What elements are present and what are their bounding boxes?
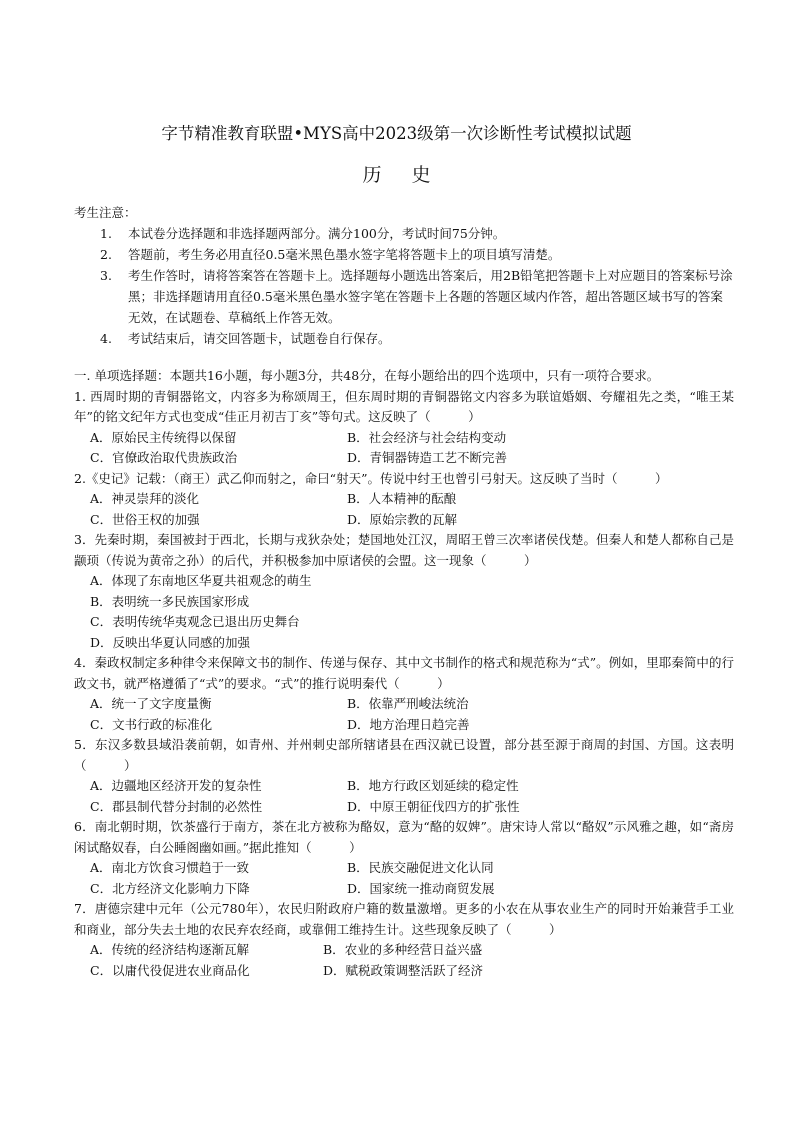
- notice-item-text: 答题前，考生务必用直径0.5毫米黑色墨水签字笔将答题卡上的项目填写清楚。: [128, 247, 561, 262]
- question-stem: 5．东汉多数县域沿袭前朝，如青州、并州刺史部所辖诸县在西汉就已设置，部分甚至源于商周的封国、方国。这表明（ ）: [74, 737, 734, 773]
- notice-item-text: 考生作答时，请将答案答在答题卡上。选择题每小题选出答案后，用2B铅笔把答题卡上对应题目的答案标号涂黑；非选择题请用直径0.5毫米黑色墨水签字笔在答题卡上各题的答题区域内作答，超出答题区域书写的答案无效，在试题卷、草稿纸上作答无效。: [128, 268, 733, 325]
- option-d: D．原始宗教的瓦解: [347, 511, 458, 527]
- notice-list: [74, 223, 734, 349]
- notice-item-number: 3.: [100, 268, 112, 283]
- notice-item-number: 2.: [100, 247, 112, 262]
- notice-heading: 考生注意：: [74, 205, 137, 220]
- option-d: D．青铜器铸造工艺不断完善: [347, 450, 508, 465]
- question-stem: 1. 西周时期的青铜器铭文，内容多为称颂周王，但东周时期的青铜器铭文内容多为联谊婚姻、夸耀祖先之类，“唯王某年”的铭文纪年方式也变成“佳正月初吉丁亥”等句式。这反映了（ ）: [74, 388, 734, 424]
- option-a: A．边疆地区经济开发的复杂性: [90, 778, 262, 793]
- option-a: A．神灵崇拜的淡化: [90, 491, 200, 506]
- notice-item-text: 考试结束后，请交回答题卡，试题卷自行保存。: [128, 331, 391, 346]
- question-options: [74, 776, 734, 817]
- option-a: A．统一了文字度量衡: [90, 696, 212, 711]
- question-options: [74, 428, 734, 469]
- option-a: A．体现了东南地区华夏共祖观念的萌生: [90, 573, 312, 588]
- notice-item-number: 1.: [100, 226, 112, 241]
- option-c: C．郡县制代替分封制的必然性: [90, 798, 263, 814]
- question-options: [74, 489, 734, 530]
- option-b: B．表明统一多民族国家形成: [90, 593, 250, 609]
- option-d: D．反映出华夏认同感的加强: [90, 634, 251, 650]
- question-3: [74, 530, 734, 653]
- option-c: C．表明传统华夷观念已退出历史舞台: [90, 614, 300, 629]
- option-b: B．依靠严刑峻法统治: [347, 696, 469, 711]
- notice-item: [100, 244, 734, 265]
- option-d: D．中原王朝征伐四方的扩张性: [347, 798, 520, 814]
- notice-item-text: 本试卷分选择题和非选择题两部分。满分100分，考试时间75分钟。: [128, 226, 506, 241]
- option-c: C．官僚政治取代贵族政治: [90, 450, 238, 465]
- option-b: B．民族交融促进文化认同: [347, 860, 494, 875]
- notice-item-number: 4.: [100, 331, 112, 346]
- option-d: D．赋税政策调整活跃了经济: [323, 962, 484, 978]
- option-b: B．农业的多种经营日益兴盛: [323, 942, 483, 957]
- question-4: [74, 653, 734, 735]
- question-stem: 4．秦政权制定多种律令来保障文书的制作、传递与保存、其中文书制作的格式和规范称为“式”。例如，里耶秦简中的行政文书，就严格遵循了“式”的要求。“式”的推行说明秦代（ ）: [74, 655, 734, 691]
- question-stem: 3．先秦时期，秦国被封于西北，长期与戎狄杂处；楚国地处江汉，周昭王曾三次率诸侯伐楚。但秦人和楚人都称自己是颛顼（传说为黄帝之孙）的后代，并积极参加中原诸侯的会盟。这一现象（ ）: [74, 532, 734, 568]
- subject-title: 历史: [362, 164, 461, 186]
- question-options: [74, 694, 734, 735]
- notice-item: [100, 328, 734, 349]
- option-c: C．北方经济文化影响力下降: [90, 880, 250, 896]
- question-2: [74, 469, 734, 531]
- option-b: B．人本精神的酝酿: [347, 491, 457, 506]
- question-1: [74, 387, 734, 469]
- notice-item: [100, 223, 734, 244]
- exam-title: 字节精准教育联盟•MYS高中2023级第一次诊断性考试模拟试题: [161, 124, 632, 143]
- section-heading: 一. 单项选择题：本题共16小题，每小题3分，共48分，在每小题给出的四个选项中，只有一项符合要求。: [74, 368, 660, 383]
- question-options: [74, 858, 734, 899]
- question-5: [74, 735, 734, 817]
- option-d: D．国家统一推动商贸发展: [347, 880, 495, 896]
- notice-block: [74, 202, 734, 349]
- option-b: B．社会经济与社会结构变动: [347, 429, 507, 445]
- question-stem: 7．唐德宗建中元年（公元780年），农民归附政府户籍的数量激增。更多的小农在从事农业生产的同时开始兼营手工业和商业，部分失去土地的农民弃农经商，或靠佣工维持生计。这些现象反映了（ ）: [74, 901, 734, 937]
- option-b: B．地方行政区划延续的稳定性: [347, 778, 519, 793]
- question-stem: 2.《史记》记载：（商王）武乙仰而射之，命曰“射天”。传说中纣王也曾引弓射天。这反映了当时（ ）: [74, 470, 668, 486]
- option-c: C．以庸代役促进农业商品化: [90, 962, 250, 978]
- question-6: [74, 817, 734, 899]
- option-c: C．文书行政的标准化: [90, 716, 213, 732]
- question-stem: 6．南北朝时期，饮茶盛行于南方，茶在北方被称为酪奴，意为“酪的奴婢”。唐宋诗人常以“酪奴”示风雅之趣，如“斋房闲试酪奴春，白公睡阁幽如画。”据此推知（ ）: [74, 819, 734, 855]
- option-d: D．地方治理日趋完善: [347, 716, 470, 732]
- question-options: [74, 571, 734, 653]
- option-a: A．传统的经济结构逐渐瓦解: [90, 942, 250, 957]
- question-options: [74, 940, 734, 981]
- option-a: A．南北方饮食习惯趋于一致: [90, 860, 250, 875]
- notice-item: [100, 265, 734, 328]
- question-section: [74, 366, 734, 981]
- option-c: C．世俗王权的加强: [90, 511, 200, 527]
- option-a: A．原始民主传统得以保留: [90, 429, 237, 445]
- question-7: [74, 899, 734, 981]
